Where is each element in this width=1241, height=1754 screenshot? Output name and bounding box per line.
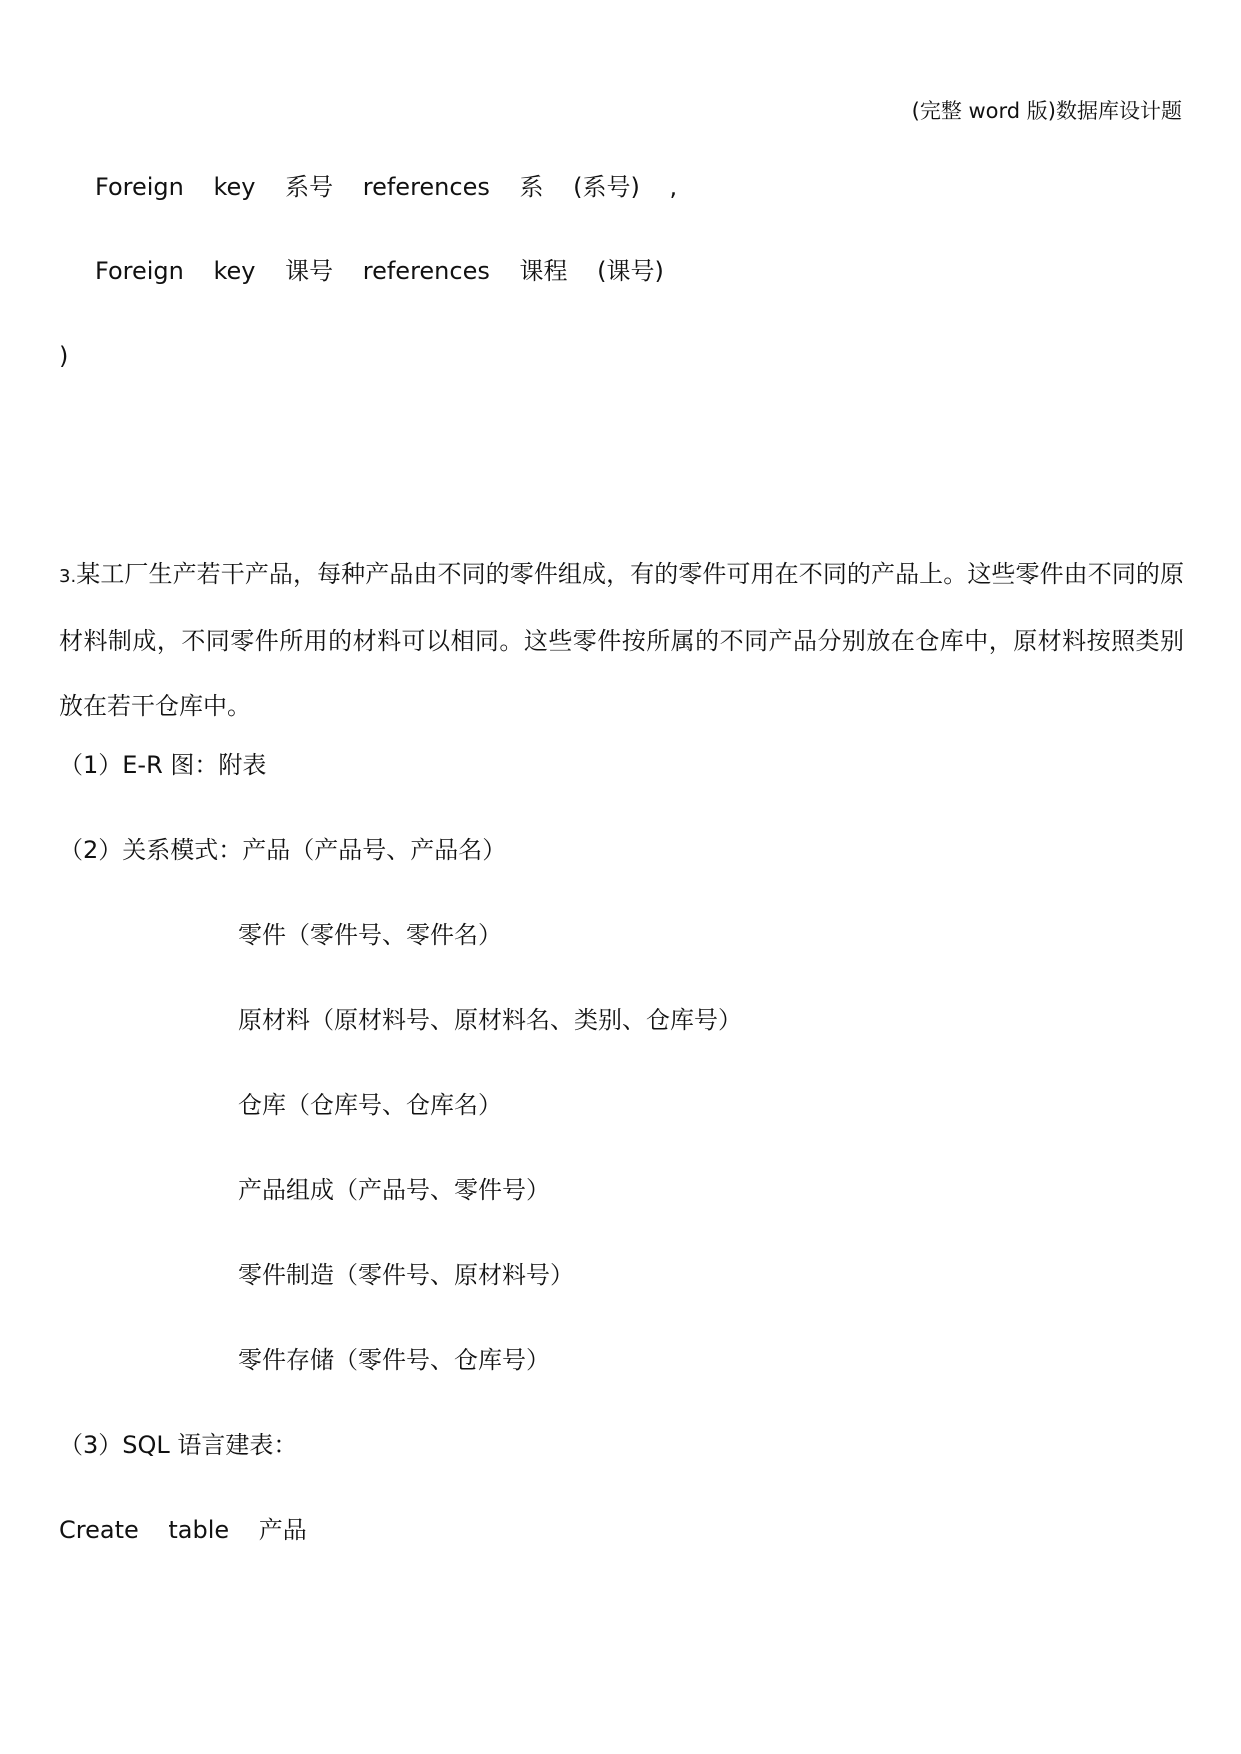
code-line-create-table: Create table 产品 [59,1516,307,1544]
part-3-sql-create: （3）SQL 语言建表： [59,1431,298,1459]
code-line-foreign-key-dept: Foreign key 系号 references 系 (系号) , [95,173,678,201]
schema-item-material: 原材料（原材料号、原材料名、类别、仓库号） [238,1006,742,1034]
part-1-er-diagram: （1）E-R 图：附表 [59,751,267,779]
schema-item-part-storage: 零件存储（零件号、仓库号） [238,1346,550,1374]
schema-item-part: 零件（零件号、零件名） [238,921,502,949]
code-line-close-paren: ) [59,342,69,370]
schema-item-part-manufacture: 零件制造（零件号、原材料号） [238,1261,574,1289]
code-line-foreign-key-course: Foreign key 课号 references 课程 (课号) [95,257,664,285]
schema-item-product-composition: 产品组成（产品号、零件号） [238,1176,550,1204]
schema-item-warehouse: 仓库（仓库号、仓库名） [238,1091,502,1119]
part-2-relational-schema: （2）关系模式：产品（产品号、产品名） [59,836,507,864]
question-text: 某工厂生产若干产品，每种产品由不同的零件组成，有的零件可用在不同的产品上。这些零件由不同的原材料制成，不同零件所用的材料可以相同。这些零件按所属的不同产品分别放在仓库中，原材料按照类别放在若干仓库中。 [59,560,1184,720]
question-paragraph [59,542,1184,739]
question-number: 3. [59,566,77,587]
page-header-title: (完整 word 版)数据库设计题 [911,99,1182,123]
